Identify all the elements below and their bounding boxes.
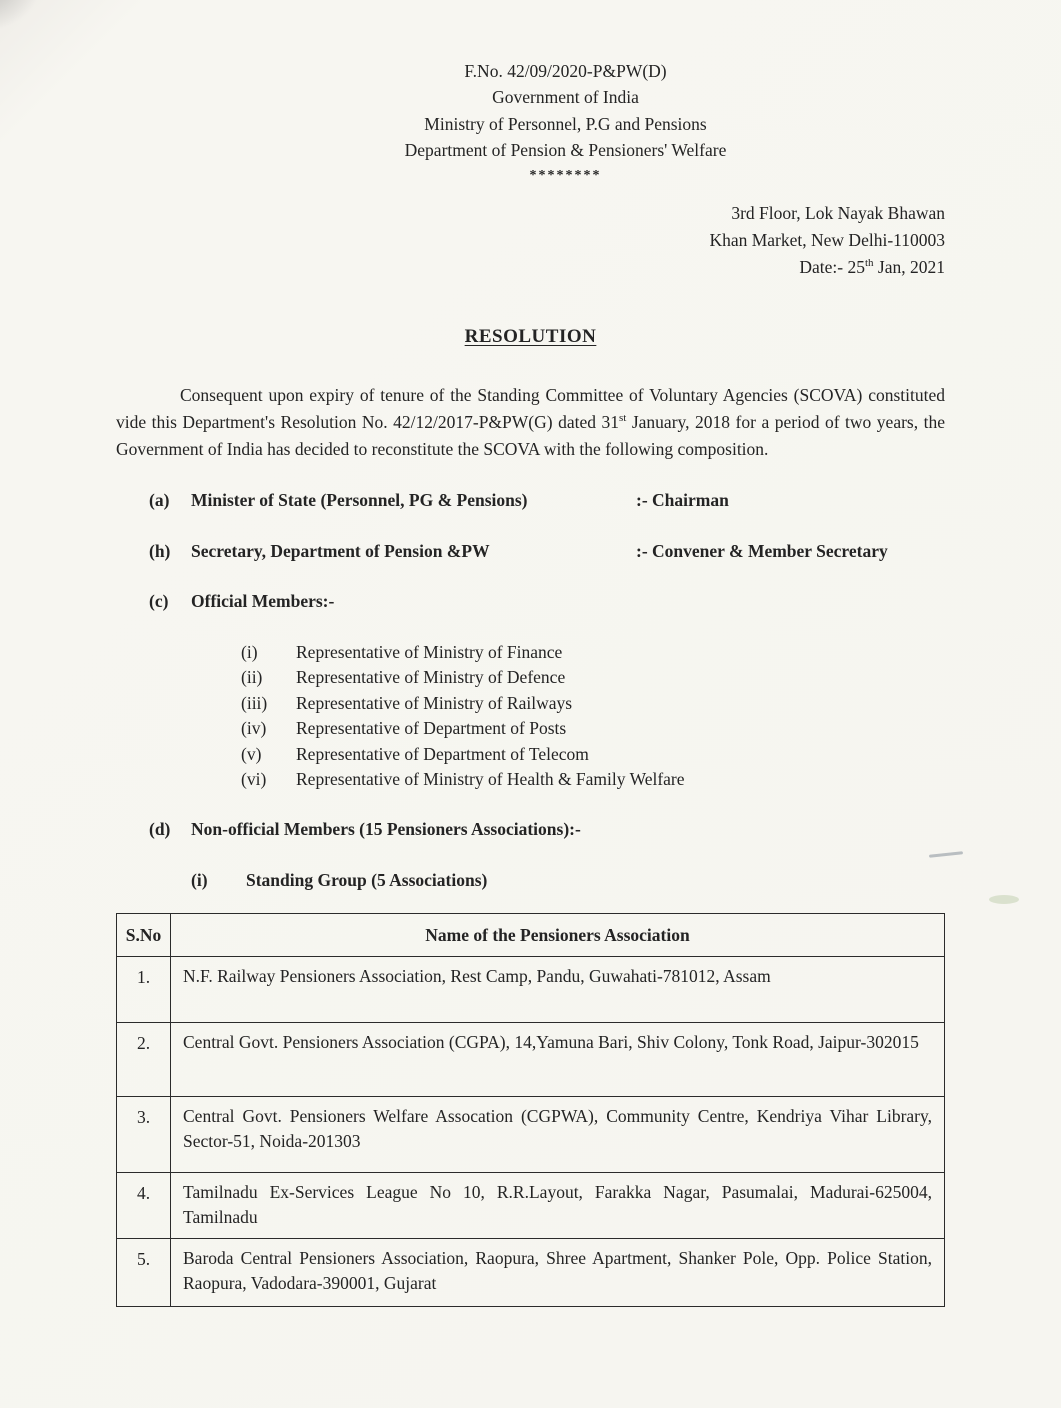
item-d-text: Non-official Members (15 Pensioners Associations):- [191, 819, 581, 840]
item-b-role: :- Convener & Member Secretary [636, 540, 888, 561]
item-d-label: (d) [149, 819, 171, 840]
composition-item-c [116, 588, 945, 614]
official-member-item [116, 640, 945, 665]
table-header-name: Name of the Pensioners Association [171, 913, 945, 956]
official-item-text: Representative of Ministry of Defence [296, 667, 566, 688]
scan-smudge-mark [989, 895, 1019, 904]
official-item-text: Representative of Ministry of Railways [296, 692, 573, 713]
item-a-role: :- Chairman [636, 490, 729, 511]
table-header-row [117, 913, 945, 956]
intro-paragraph [116, 382, 945, 463]
official-member-item [116, 716, 945, 741]
sno-cell: 3. [117, 1097, 171, 1173]
standing-group-text: Standing Group (5 Associations) [246, 869, 488, 890]
item-a-text: Minister of State (Personnel, PG & Pensions) [191, 490, 528, 511]
composition-item-d [116, 816, 945, 842]
official-members-list [116, 640, 945, 792]
standing-group-num: (i) [191, 869, 208, 890]
composition-item-b [116, 538, 945, 564]
address-line-1: 3rd Floor, Lok Nayak Bhawan [731, 203, 945, 223]
date-31-ordinal: st [619, 412, 627, 425]
association-name-cell: N.F. Railway Pensioners Association, Rest Camp, Pandu, Guwahati-781012, Assam [171, 957, 945, 1023]
resolution-title: RESOLUTION [464, 326, 597, 348]
official-member-item [116, 767, 945, 792]
table-header-sno: S.No [117, 913, 171, 956]
item-b-text: Secretary, Department of Pension &PW [191, 540, 490, 561]
sno-cell: 2. [117, 1023, 171, 1097]
ministry-line: Ministry of Personnel, P.G and Pensions [424, 113, 707, 134]
table-row [117, 957, 945, 1023]
date-text: Date:- 25 [799, 257, 865, 278]
composition-item-a [116, 487, 945, 513]
table-row [117, 1173, 945, 1239]
item-a-label: (a) [149, 490, 170, 511]
sno-cell: 4. [117, 1173, 171, 1239]
address-line-2: Khan Market, New Delhi-110003 [709, 230, 945, 251]
official-item-num: (i) [241, 642, 258, 662]
official-member-item [116, 691, 945, 716]
file-number: F.No. 42/09/2020-P&PW(D) [464, 61, 667, 81]
official-item-num: (ii) [241, 667, 263, 688]
association-name-cell: Baroda Central Pensioners Association, Raopura, Shree Apartment, Shanker Pole, Opp. Police Station, Raopura, Vadodara-390001, Gujarat [171, 1238, 945, 1306]
official-item-num: (iii) [241, 692, 268, 713]
table-row [117, 1097, 945, 1173]
stars-separator: ******** [529, 168, 602, 183]
department-line: Department of Pension & Pensioners' Welfare [404, 139, 727, 160]
official-member-item [116, 665, 945, 690]
official-item-num: (vi) [241, 768, 267, 789]
association-name-cell: Central Govt. Pensioners Association (CGPA), 14,Yamuna Bari, Shiv Colony, Tonk Road, Jaipur-302015 [171, 1023, 945, 1097]
official-item-num: (v) [241, 743, 262, 764]
intro-text-rest: January, 2018 for a period of two years, the Government of India has decided to reconstitute the SCOVA with the following composition. [116, 412, 945, 460]
sno-cell: 5. [117, 1238, 171, 1306]
official-item-text: Representative of Department of Telecom [296, 743, 589, 764]
association-name-cell: Tamilnadu Ex-Services League No 10, R.R.Layout, Farakka Nagar, Pasumalai, Madurai-625004, Tamilnadu [171, 1173, 945, 1239]
table-row [117, 1023, 945, 1097]
item-c-text: Official Members:- [191, 590, 335, 611]
government-line: Government of India [492, 87, 639, 108]
association-name-cell: Central Govt. Pensioners Welfare Assocation (CGPWA), Community Centre, Kendriya Vihar Library, Sector-51, Noida-201303 [171, 1097, 945, 1173]
letterhead [186, 58, 945, 186]
official-item-num: (iv) [241, 718, 267, 739]
date-line [116, 254, 945, 281]
table-row [117, 1238, 945, 1306]
date-rest: Jan, 2021 [873, 257, 945, 278]
official-item-text: Representative of Department of Posts [296, 718, 567, 739]
official-item-text: Representative of Ministry of Health & Family Welfare [296, 768, 685, 789]
address-block [116, 200, 945, 281]
item-c-label: (c) [149, 590, 169, 611]
standing-group-heading [116, 867, 945, 893]
item-b-label: (h) [149, 540, 171, 561]
intro-text: Consequent upon expiry of tenure of the Standing Committee of Voluntary Agencies (SCOVA) constituted vide this Department's Resolution No. 42/12/2017-P&PW(G) dated 31 [116, 384, 945, 432]
official-item-text: Representative of Ministry of Finance [296, 642, 563, 662]
date-ordinal: th [864, 257, 874, 270]
pensioners-association-table [116, 913, 945, 1307]
sno-cell: 1. [117, 957, 171, 1023]
official-member-item [116, 742, 945, 767]
